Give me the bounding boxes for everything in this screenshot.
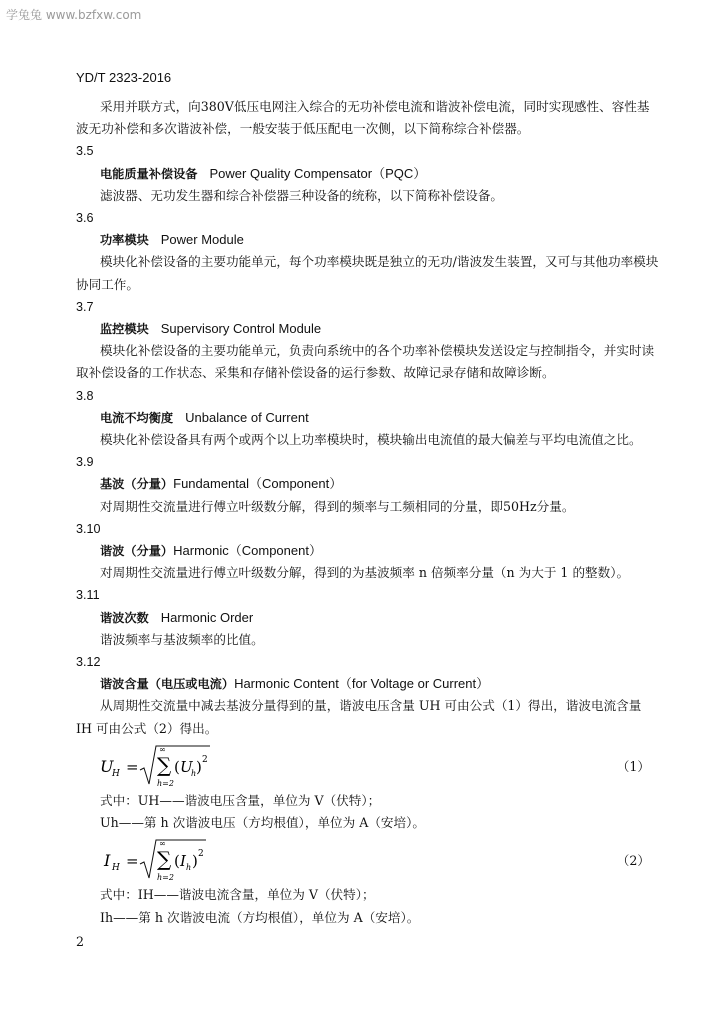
term-zh: 监控模块 [100, 322, 149, 337]
term-en: Fundamental（Component） [173, 476, 343, 492]
page-number: 2 [76, 934, 85, 949]
sum-sign: ∑ [157, 752, 172, 777]
clause-number: 3.7 [76, 299, 94, 314]
formula-1-expression [100, 742, 300, 790]
term-en: Unbalance of Current [185, 409, 309, 425]
formula-2-expression [100, 836, 300, 884]
formula-equals: = [126, 757, 139, 776]
clause-number: 3.9 [76, 455, 94, 470]
term-en: Supervisory Control Module [160, 321, 322, 337]
term-heading [100, 673, 660, 695]
formula-lhs-sub: H [112, 768, 120, 779]
formula-note: Uh——第 h 次谐波电压（方均根值），单位为 A（安培）。 [100, 815, 425, 831]
sum-sign: ∑ [157, 847, 172, 872]
term-zh: 电流不均衡度 [100, 410, 174, 425]
intro-paragraph: 采用并联方式，向380V低压电网注入综合的无功补偿电流和谐波补偿电流，同时实现感性、容性基波无功补偿和多次谐波补偿，一般安装于低压配电一次侧，以下简称综合补偿器。 [76, 99, 650, 137]
term-en: Power Quality Compensator（PQC） [209, 165, 427, 181]
sum-lower: h=2 [157, 778, 174, 788]
document-body [76, 96, 660, 929]
formula-number: （1） [616, 758, 650, 774]
clause-number: 3.10 [76, 521, 101, 536]
term-en: Harmonic Content（for Voltage or Current） [234, 676, 490, 692]
term-heading [100, 163, 660, 185]
term-definition: 滤波器、无功发生器和综合补偿器三种设备的统称，以下简称补偿设备。 [100, 187, 503, 203]
term-definition: 模块化补偿设备的主要功能单元，每个功率模块既是独立的无功/谐波发生装置，又可与其他功率模块协同工作。 [76, 254, 659, 292]
formula-2 [76, 836, 660, 884]
paren-open: ( [174, 757, 180, 776]
formula-equals: = [126, 852, 139, 871]
term-zh: 电能质量补偿设备 [100, 166, 198, 181]
clause-number: 3.8 [76, 388, 94, 403]
term-zh: 谐波次数 [100, 610, 149, 625]
formula-term: I [180, 852, 186, 871]
term-heading [100, 229, 660, 251]
formula-term-sub: h [186, 863, 192, 873]
formula-lhs-sub: H [112, 863, 120, 874]
term-zh: 功率模块 [100, 233, 149, 248]
term-definition: 从周期性交流量中减去基波分量得到的量，谐波电压含量 UH 可由公式（1）得出，谐波电流含量 IH 可由公式（2）得出。 [76, 698, 642, 736]
term-definition: 模块化补偿设备具有两个或两个以上功率模块时，模块输出电流值的最大偏差与平均电流值之比。 [100, 432, 642, 448]
watermark: 学兔兔 www.bzfxw.com [6, 8, 142, 22]
formula-note: Ih——第 h 次谐波电流（方均根值），单位为 A（安培）。 [100, 909, 420, 925]
clause-number: 3.11 [76, 588, 100, 603]
paren-close: ) [192, 852, 198, 871]
formula-lhs: I [104, 851, 111, 871]
sum-upper: ∞ [159, 839, 166, 849]
term-en: Harmonic Order [160, 609, 254, 625]
term-heading [100, 607, 660, 629]
formula-lhs: U [100, 756, 114, 776]
term-definition: 谐波频率与基波频率的比值。 [100, 631, 264, 647]
sum-upper: ∞ [159, 744, 166, 754]
formula-note: 式中：UH——谐波电压含量，单位为 V（伏特）； [100, 792, 381, 808]
standard-code-header: YD/T 2323-2016 [76, 70, 172, 85]
term-heading [100, 318, 660, 340]
clause-number: 3.12 [76, 655, 101, 670]
term-definition: 模块化补偿设备的主要功能单元，负责向系统中的各个功率补偿模块发送设定与控制指令，并实时读取补偿设备的工作状态、采集和存储补偿设备的运行参数、故障记录存储和故障诊断。 [76, 343, 655, 381]
term-heading [100, 473, 660, 495]
term-zh: 谐波（分量） [100, 544, 174, 559]
clause-number: 3.5 [76, 144, 94, 159]
clause-number: 3.6 [76, 211, 94, 226]
term-heading [100, 407, 660, 429]
term-definition: 对周期性交流量进行傅立叶级数分解，得到的为基波频率 n 倍频率分量（n 为大于 1 的整数）。 [100, 565, 630, 581]
formula-number: （2） [616, 853, 650, 869]
formula-exp: 2 [198, 849, 204, 860]
formula-1 [76, 742, 660, 790]
formula-exp: 2 [202, 754, 208, 765]
formula-note: 式中：IH——谐波电流含量，单位为 V（伏特）； [100, 887, 375, 903]
sum-lower: h=2 [157, 873, 174, 883]
formula-term: U [180, 757, 193, 776]
term-heading [100, 540, 660, 562]
term-zh: 谐波含量（电压或电流） [100, 677, 235, 692]
term-zh: 基波（分量） [100, 477, 174, 492]
term-en: Power Module [160, 232, 244, 248]
term-definition: 对周期性交流量进行傅立叶级数分解，得到的频率与工频相同的分量，即50Hz分量。 [100, 498, 575, 514]
paren-close: ) [196, 757, 202, 776]
formula-term-sub: h [191, 768, 197, 778]
term-en: Harmonic（Component） [173, 543, 322, 559]
paren-open: ( [174, 852, 180, 871]
